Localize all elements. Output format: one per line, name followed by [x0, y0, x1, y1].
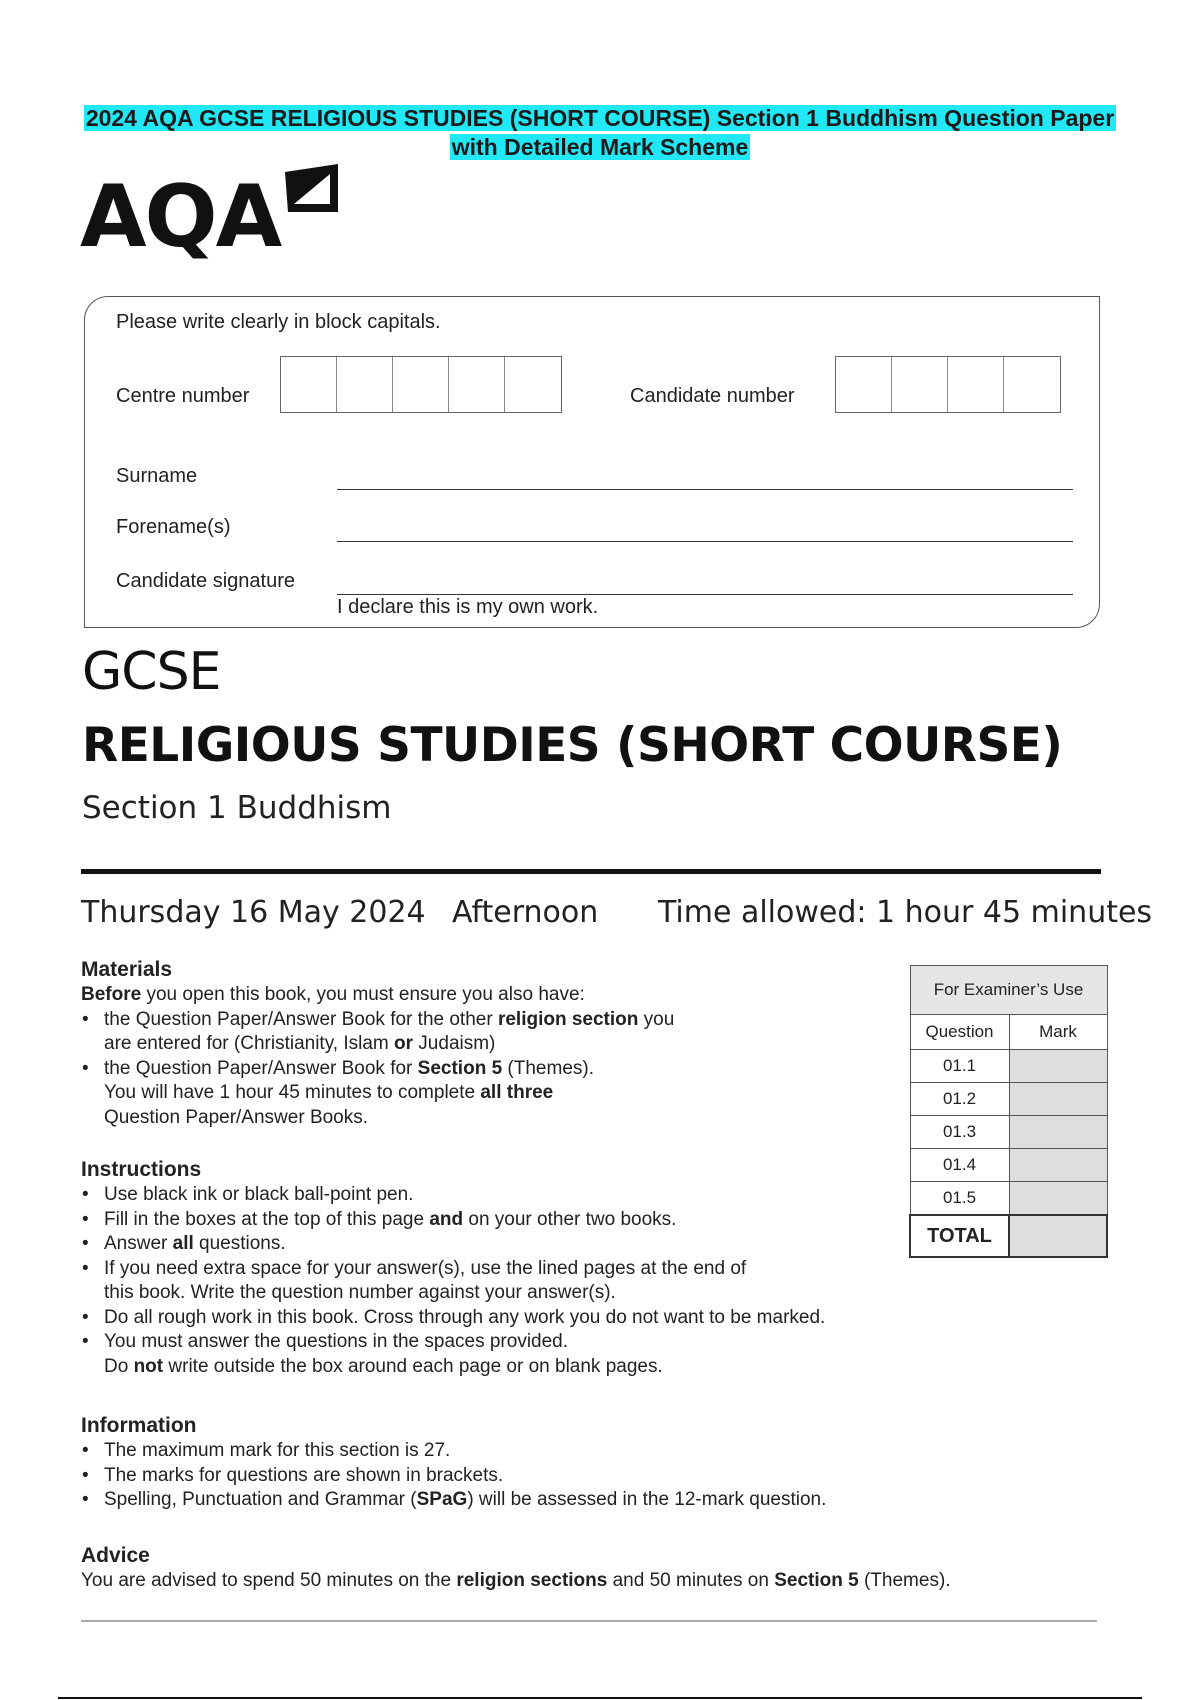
mark-cell[interactable]: [1009, 1050, 1107, 1083]
candidate-number-digit[interactable]: [892, 357, 948, 412]
total-label: TOTAL: [910, 1215, 1009, 1257]
surname-line[interactable]: [337, 489, 1073, 490]
document-banner: [0, 104, 1200, 162]
materials-section: [81, 957, 941, 1130]
forename-label: Forename(s): [116, 516, 231, 538]
table-row: [910, 1050, 1107, 1083]
banner-line-1: 2024 AQA GCSE RELIGIOUS STUDIES (SHORT COURSE) Section 1 Buddhism Question Paper: [85, 105, 1115, 131]
instructions-section: [81, 1157, 941, 1379]
materials-intro: Before you open this book, you must ensure you also have:: [81, 984, 585, 1005]
aqa-logo-mark: [285, 164, 338, 212]
table-row: [910, 1182, 1107, 1216]
mark-cell[interactable]: [1009, 1083, 1107, 1116]
information-item: • The maximum mark for this section is 27.: [81, 1439, 941, 1464]
footer-divider: [81, 1620, 1097, 1622]
information-item: • The marks for questions are shown in brackets.: [81, 1464, 941, 1489]
signature-label: Candidate signature: [116, 570, 296, 592]
question-number: 01.2: [910, 1083, 1009, 1116]
exam-date: Thursday 16 May 2024: [81, 895, 426, 930]
centre-number-digit[interactable]: [505, 357, 561, 412]
candidate-number-label: Candidate number: [630, 385, 795, 407]
instruction-item: • You must answer the questions in the spaces provided. Do not write outside the box around each page or on blank pages.: [81, 1330, 941, 1379]
page-bottom-rule: [58, 1697, 1142, 1699]
information-section: [81, 1413, 941, 1513]
examiner-use-table: [909, 965, 1108, 1258]
candidate-number-boxes[interactable]: [835, 356, 1061, 413]
candidate-number-digit[interactable]: [1004, 357, 1060, 412]
exam-session: Afternoon: [452, 895, 599, 930]
centre-number-digit[interactable]: [449, 357, 505, 412]
candidate-number-digit[interactable]: [948, 357, 1004, 412]
table-row: [910, 1083, 1107, 1116]
qualification-title: GCSE: [82, 642, 221, 702]
question-number: 01.3: [910, 1116, 1009, 1149]
total-mark-cell[interactable]: [1009, 1215, 1107, 1257]
materials-heading: Materials: [81, 958, 173, 981]
materials-item: • the Question Paper/Answer Book for Section 5 (Themes). You will have 1 hour 45 minutes to complete all three Question Paper/Answer Books.: [81, 1057, 941, 1131]
instructions-heading: Instructions: [81, 1158, 202, 1181]
exam-time-allowed: Time allowed: 1 hour 45 minutes: [658, 895, 1153, 930]
subject-title: RELIGIOUS STUDIES (SHORT COURSE): [82, 718, 1063, 773]
centre-number-digit[interactable]: [281, 357, 337, 412]
aqa-logo: [80, 160, 350, 260]
instruction-item: • Use black ink or black ball-point pen.: [81, 1183, 941, 1208]
surname-label: Surname: [116, 465, 198, 487]
banner-line-2: with Detailed Mark Scheme: [451, 134, 749, 160]
question-number: 01.4: [910, 1149, 1009, 1182]
signature-line[interactable]: [337, 594, 1073, 595]
question-column-header: Question: [910, 1015, 1009, 1050]
candidate-details-box: [84, 296, 1100, 628]
centre-number-boxes[interactable]: [280, 356, 562, 413]
declaration-text: I declare this is my own work.: [337, 596, 599, 618]
question-number: 01.1: [910, 1050, 1009, 1083]
advice-heading: Advice: [81, 1544, 150, 1567]
centre-number-label: Centre number: [116, 385, 250, 407]
table-row: [910, 1149, 1107, 1182]
instruction-item: • Do all rough work in this book. Cross through any work you do not want to be marked.: [81, 1306, 941, 1331]
examiner-table-title: For Examiner’s Use: [910, 966, 1107, 1015]
materials-item: • the Question Paper/Answer Book for the other religion section you are entered for (Christianity, Islam or Judaism): [81, 1008, 941, 1057]
total-row: [910, 1215, 1107, 1257]
question-number: 01.5: [910, 1182, 1009, 1216]
mark-cell[interactable]: [1009, 1149, 1107, 1182]
aqa-logo-text: AQA: [80, 167, 281, 260]
table-row: [910, 1116, 1107, 1149]
block-capitals-instruction: Please write clearly in block capitals.: [116, 311, 441, 333]
mark-cell[interactable]: [1009, 1182, 1107, 1216]
mark-column-header: Mark: [1009, 1015, 1107, 1050]
information-item: • Spelling, Punctuation and Grammar (SPaG) will be assessed in the 12-mark question.: [81, 1488, 941, 1513]
instruction-item: • If you need extra space for your answer(s), use the lined pages at the end of this book. Write the question number against your answer(s).: [81, 1257, 941, 1306]
forename-line[interactable]: [337, 541, 1073, 542]
instruction-item: • Answer all questions.: [81, 1232, 941, 1257]
advice-text: You are advised to spend 50 minutes on the religion sections and 50 minutes on Section 5 (Themes).: [81, 1570, 951, 1591]
section-title: Section 1 Buddhism: [82, 790, 392, 826]
mark-cell[interactable]: [1009, 1116, 1107, 1149]
advice-section: [81, 1543, 1081, 1594]
centre-number-digit[interactable]: [337, 357, 393, 412]
instruction-item: • Fill in the boxes at the top of this page and on your other two books.: [81, 1208, 941, 1233]
information-heading: Information: [81, 1414, 197, 1437]
title-divider: [81, 869, 1101, 874]
candidate-number-digit[interactable]: [836, 357, 892, 412]
centre-number-digit[interactable]: [393, 357, 449, 412]
